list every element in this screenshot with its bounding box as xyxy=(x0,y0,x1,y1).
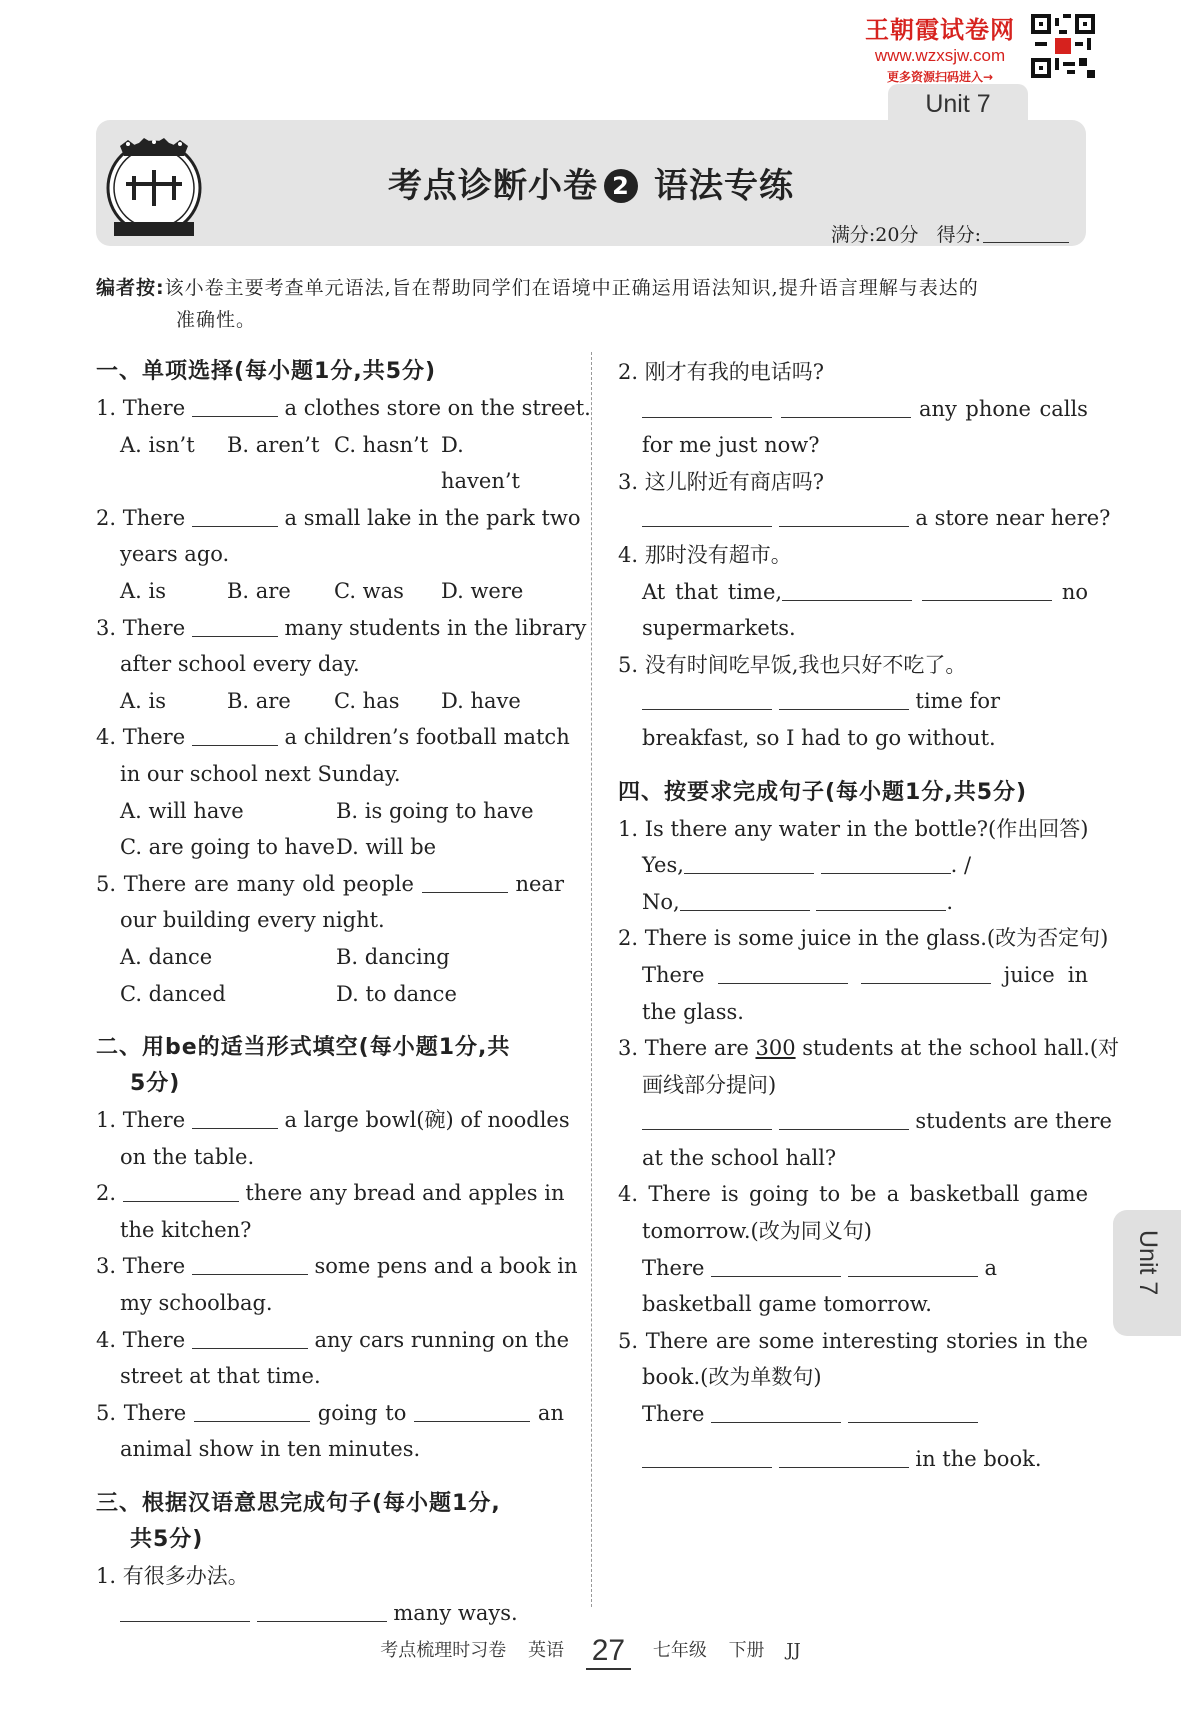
option-a[interactable]: A. is xyxy=(120,578,167,603)
right-column xyxy=(618,354,1120,1477)
options xyxy=(96,683,564,720)
answer-blank[interactable] xyxy=(782,580,912,601)
score-blank[interactable] xyxy=(983,222,1069,243)
answer-blank[interactable] xyxy=(779,1447,909,1468)
question: 4. There is going to be a basketball game xyxy=(618,1182,1088,1207)
answer-line: At that time, no xyxy=(642,579,1088,604)
question: 3. There some pens and a book in xyxy=(96,1254,578,1279)
answer-blank[interactable] xyxy=(192,725,278,746)
option-c[interactable]: C. are going to have xyxy=(120,835,335,860)
option-c[interactable]: C. was xyxy=(334,578,404,603)
question-cont: the glass. xyxy=(642,999,744,1024)
page-footer xyxy=(0,1634,1181,1670)
question: 1. Is there any water in the bottle?(作出回答) xyxy=(618,816,1089,841)
question: 1. There a clothes store on the street. xyxy=(96,396,591,420)
answer-blank[interactable] xyxy=(779,506,909,527)
question: 1. 有很多办法。 xyxy=(96,1564,249,1589)
option-d[interactable]: D. were xyxy=(441,578,524,603)
answer-blank[interactable] xyxy=(816,890,946,911)
answer-blank[interactable] xyxy=(642,506,772,527)
section-3-title: 三、根据汉语意思完成句子(每小题1分, xyxy=(96,1491,501,1517)
option-b[interactable]: B. is going to have xyxy=(336,798,534,823)
note-line-1: 该小卷主要考查单元语法,旨在帮助同学们在语境中正确运用语法知识,提升语言理解与表达的 xyxy=(164,277,979,299)
option-b[interactable]: B. are xyxy=(227,578,291,603)
option-a[interactable]: A. dance xyxy=(120,944,213,969)
options xyxy=(96,573,564,610)
question-cont: basketball game tomorrow. xyxy=(642,1292,932,1317)
question: 5. There going to an xyxy=(96,1400,564,1425)
unit-tab: Unit 7 xyxy=(888,84,1028,124)
answer-blank[interactable] xyxy=(684,853,814,874)
answer-line: a store near here? xyxy=(618,500,1088,537)
answer-blank[interactable] xyxy=(718,963,848,984)
question-cont: for me just now? xyxy=(642,433,820,458)
options xyxy=(96,427,564,500)
brand-url: www.wzxsjw.com xyxy=(874,46,1006,65)
side-unit-tab: Unit 7 xyxy=(1113,1210,1181,1336)
score-box xyxy=(831,220,1069,247)
answer-line: Yes, . / xyxy=(642,853,972,878)
answer-blank[interactable] xyxy=(192,1108,278,1129)
footer-subject: 英语 xyxy=(527,1640,564,1661)
answer-line: many ways. xyxy=(96,1595,564,1632)
left-column xyxy=(96,354,591,1631)
question-cont: on the table. xyxy=(120,1144,255,1169)
options xyxy=(96,976,564,1013)
question-cont: book.(改为单数句) xyxy=(642,1365,822,1390)
note-line-2: 准确性。 xyxy=(176,309,257,331)
question: 5. There are many old people near xyxy=(96,871,564,896)
question: 3. There many students in the library xyxy=(96,615,587,640)
footer-edition: JJ xyxy=(786,1640,801,1661)
answer-blank[interactable] xyxy=(194,1401,310,1422)
note-label: 编者按: xyxy=(96,277,165,299)
answer-line: There juice in xyxy=(642,962,1088,987)
question-cont: the kitchen? xyxy=(120,1217,252,1242)
answer-blank[interactable] xyxy=(779,689,909,710)
question-cont: tomorrow.(改为同义句) xyxy=(642,1219,872,1244)
answer-blank[interactable] xyxy=(642,397,772,418)
question: 5. There are some interesting stories in the xyxy=(618,1328,1088,1353)
question-cont: years ago. xyxy=(120,542,230,567)
question-cont: at the school hall? xyxy=(642,1145,837,1170)
answer-blank[interactable] xyxy=(192,1328,308,1349)
brand-name: 王朝霞试卷网 xyxy=(865,16,1015,44)
title-prefix: 考点诊断小卷 xyxy=(388,166,598,206)
option-d[interactable]: D. have xyxy=(441,688,521,713)
column-divider xyxy=(591,352,592,1607)
answer-blank[interactable] xyxy=(192,506,278,527)
question-cont: 画线部分提问) xyxy=(642,1072,777,1097)
option-a[interactable]: A. will have xyxy=(120,798,244,823)
options xyxy=(96,939,564,976)
question: 4. There any cars running on the xyxy=(96,1327,570,1352)
question: 3. 这儿附近有商店吗? xyxy=(618,469,824,494)
question-cont: animal show in ten minutes. xyxy=(120,1437,421,1462)
answer-blank[interactable] xyxy=(680,890,810,911)
question: 4. There a children’s football match xyxy=(96,725,570,750)
answer-blank[interactable] xyxy=(711,1256,841,1277)
option-d[interactable]: D. to dance xyxy=(336,981,457,1006)
footer-book: 考点梳理时习卷 xyxy=(380,1640,507,1661)
answer-line: time for xyxy=(618,683,1088,720)
section-4-title: 四、按要求完成句子(每小题1分,共5分) xyxy=(618,779,1028,805)
answer-line: students are there xyxy=(618,1103,1088,1140)
answer-blank[interactable] xyxy=(192,1254,308,1275)
answer-line: There xyxy=(618,1396,1088,1433)
answer-line: any phone calls xyxy=(618,391,1088,428)
answer-blank[interactable] xyxy=(848,1256,978,1277)
option-b[interactable]: B. are xyxy=(227,688,291,713)
option-b[interactable]: B. aren’t xyxy=(227,432,320,457)
answer-blank[interactable] xyxy=(711,1402,841,1423)
brand-tagline: 更多资源扫码进入→ xyxy=(886,70,994,84)
answer-blank[interactable] xyxy=(422,872,508,893)
score-label: 得分: xyxy=(936,224,981,246)
options xyxy=(96,793,564,830)
footer-grade: 七年级 xyxy=(652,1640,707,1661)
question: 2. There is some juice in the glass.(改为否定句) xyxy=(618,926,1109,951)
question-cont: street at that time. xyxy=(120,1364,321,1389)
option-d[interactable]: D. haven’t xyxy=(441,432,520,494)
section-2-title-cont: 5分) xyxy=(130,1071,181,1097)
options xyxy=(96,829,564,866)
question: 2. there any bread and apples in xyxy=(96,1181,565,1206)
title-number-badge: 2 xyxy=(604,169,638,203)
answer-blank[interactable] xyxy=(192,396,278,417)
option-c[interactable]: C. danced xyxy=(120,981,226,1006)
question-cont: breakfast, so I had to go without. xyxy=(642,725,996,750)
answer-blank[interactable] xyxy=(861,963,991,984)
option-d[interactable]: D. will be xyxy=(336,835,437,860)
answer-blank[interactable] xyxy=(257,1601,387,1622)
title-suffix: 语法专练 xyxy=(654,166,794,206)
section-3-title-cont: 共5分) xyxy=(130,1527,204,1553)
answer-line: There a xyxy=(642,1255,998,1280)
answer-line: No, . xyxy=(642,889,954,914)
question-cont: supermarkets. xyxy=(642,616,796,641)
answer-line: in the book. xyxy=(618,1441,1088,1478)
answer-blank[interactable] xyxy=(123,1181,239,1202)
question: 2. 刚才有我的电话吗? xyxy=(618,360,824,384)
answer-blank[interactable] xyxy=(642,689,772,710)
question: 3. There are 300 students at the school hall.(对 xyxy=(618,1036,1120,1061)
footer-term: 下册 xyxy=(728,1640,765,1661)
answer-blank[interactable] xyxy=(781,397,911,418)
question-cont: our building every night. xyxy=(120,908,385,933)
qr-code-icon xyxy=(1031,14,1095,78)
question-cont: after school every day. xyxy=(120,652,360,677)
answer-blank[interactable] xyxy=(922,580,1052,601)
answer-blank[interactable] xyxy=(120,1601,250,1622)
question: 5. 没有时间吃早饭,我也只好不吃了。 xyxy=(618,652,967,677)
answer-blank[interactable] xyxy=(192,616,278,637)
option-a[interactable]: A. is xyxy=(120,688,167,713)
answer-blank[interactable] xyxy=(414,1401,530,1422)
option-c[interactable]: C. hasn’t xyxy=(334,432,429,457)
answer-blank[interactable] xyxy=(642,1447,772,1468)
brand-logo xyxy=(865,10,1015,85)
option-b[interactable]: B. dancing xyxy=(336,944,450,969)
editor-note xyxy=(96,272,1086,336)
question-cont: in our school next Sunday. xyxy=(120,761,401,786)
answer-blank[interactable] xyxy=(642,1109,772,1130)
option-a[interactable]: A. isn’t xyxy=(120,432,195,457)
answer-blank[interactable] xyxy=(779,1109,909,1130)
section-1-title: 一、单项选择(每小题1分,共5分) xyxy=(96,359,437,384)
page-number: 27 xyxy=(586,1634,631,1670)
answer-blank[interactable] xyxy=(848,1402,978,1423)
full-score: 满分:20分 xyxy=(830,224,919,246)
page-title xyxy=(96,158,1086,207)
question: 4. 那时没有超市。 xyxy=(618,542,792,567)
section-2-title: 二、用be的适当形式填空(每小题1分,共 xyxy=(96,1035,511,1061)
question: 2. There a small lake in the park two xyxy=(96,505,581,530)
question: 1. There a large bowl(碗) of noodles xyxy=(96,1108,570,1133)
option-c[interactable]: C. has xyxy=(334,688,400,713)
question-cont: my schoolbag. xyxy=(120,1291,273,1316)
answer-blank[interactable] xyxy=(821,853,951,874)
